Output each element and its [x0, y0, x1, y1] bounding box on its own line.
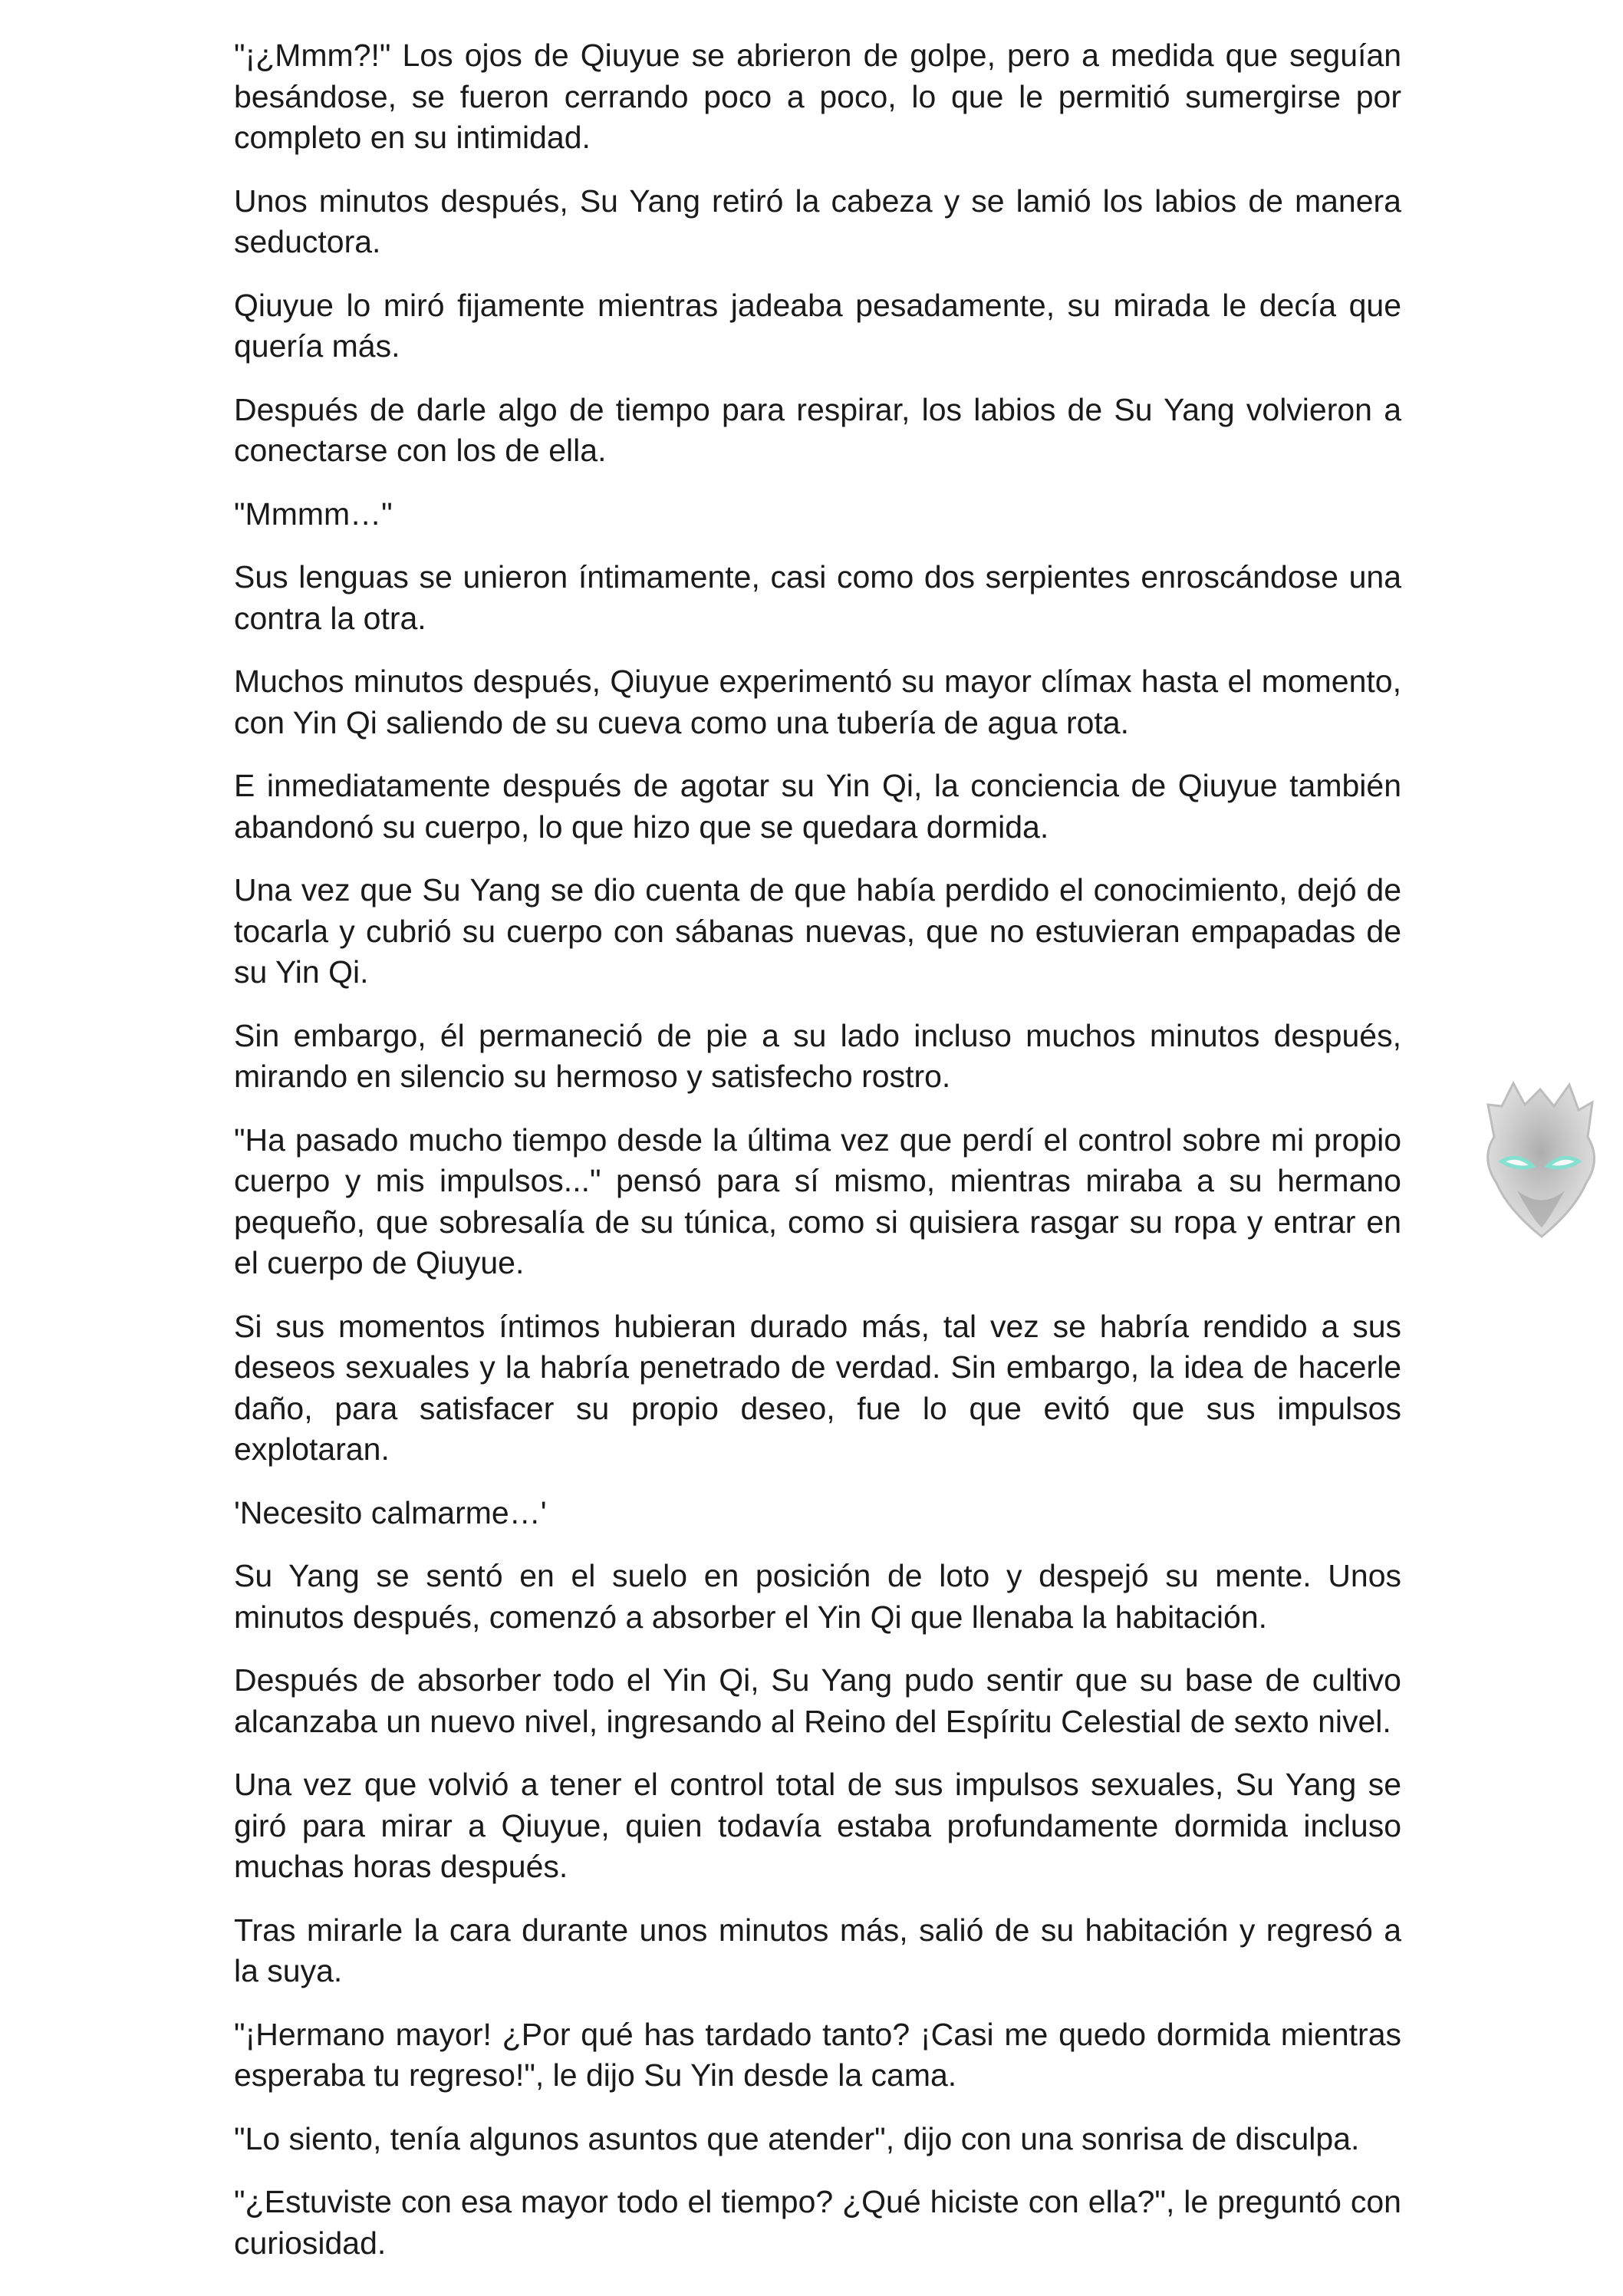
paragraph: Unos minutos después, Su Yang retiró la cabeza y se lamió los labios de manera seductora. — [234, 183, 1401, 259]
paragraph: Una vez que volvió a tener el control total de sus impulsos sexuales, Su Yang se giró para mirar a Qiuyue, quien todavía estaba profundamente dormida incluso muchas horas después. — [234, 1767, 1401, 1884]
paragraph: Su Yang se sentó en el suelo en posición de loto y despejó su mente. Unos minutos después, comenzó a absorber el Yin Qi que llenaba la habitación. — [234, 1558, 1401, 1635]
paragraph: E inmediatamente después de agotar su Yin Qi, la conciencia de Qiuyue también abandonó su cuerpo, lo que hizo que se quedara dormida. — [234, 768, 1401, 845]
paragraph: Tras mirarle la cara durante unos minutos más, salió de su habitación y regresó a la suya. — [234, 1912, 1401, 1988]
paragraph: Si sus momentos íntimos hubieran durado más, tal vez se habría rendido a sus deseos sexuales y la habría penetrado de verdad. Sin embargo, la idea de hacerle daño, para satisfacer su propio deseo, fue lo que evitó que sus impulsos explotaran. — [234, 1308, 1401, 1467]
paragraph: Después de darle algo de tiempo para respirar, los labios de Su Yang volvieron a conectarse con los de ella. — [234, 391, 1401, 468]
paragraph: "¡Hermano mayor! ¿Por qué has tardado tanto? ¡Casi me quedo dormida mientras esperaba tu regreso!", le dijo Su Yin desde la cama. — [234, 2016, 1401, 2093]
paragraph: Sus lenguas se unieron íntimamente, casi como dos serpientes enroscándose una contra la otra. — [234, 559, 1401, 636]
paragraph: "Lo siento, tenía algunos asuntos que atender", dijo con una sonrisa de disculpa. — [234, 2120, 1360, 2156]
paragraph: Después de absorber todo el Yin Qi, Su Yang pudo sentir que su base de cultivo alcanzaba un nuevo nivel, ingresando al Reino del Espíritu Celestial de sexto nivel. — [234, 1662, 1401, 1739]
document-body — [234, 35, 1401, 2286]
paragraph: "¡¿Mmm?!" Los ojos de Qiuyue se abrieron de golpe, pero a medida que seguían besándose, se fueron cerrando poco a poco, lo que le permitió sumergirse por completo en su intimidad. — [234, 38, 1401, 155]
paragraph: 'Necesito calmarme…' — [234, 1494, 547, 1530]
paragraph: "¿Estuviste con esa mayor todo el tiempo? ¿Qué hiciste con ella?", le preguntó con curiosidad. — [234, 2184, 1401, 2261]
demon-head-icon — [1471, 1076, 1609, 1244]
paragraph: "Mmmm…" — [234, 496, 393, 532]
paragraph: Sin embargo, él permaneció de pie a su lado incluso muchos minutos después, mirando en silencio su hermoso y satisfecho rostro. — [234, 1017, 1401, 1094]
paragraph: Muchos minutos después, Qiuyue experimentó su mayor clímax hasta el momento, con Yin Qi saliendo de su cueva como una tubería de agua rota. — [234, 664, 1401, 740]
paragraph: Una vez que Su Yang se dio cuenta de que había perdido el conocimiento, dejó de tocarla y cubrió su cuerpo con sábanas nuevas, que no estuvieran empapadas de su Yin Qi. — [234, 872, 1401, 990]
paragraph: "Ha pasado mucho tiempo desde la última vez que perdí el control sobre mi propio cuerpo y mis impulsos..." pensó para sí mismo, mientras miraba a su hermano pequeño, que sobresalía de su túnica, como si quisiera rasgar su ropa y entrar en el cuerpo de Qiuyue. — [234, 1122, 1401, 1280]
paragraph: Qiuyue lo miró fijamente mientras jadeaba pesadamente, su mirada le decía que quería más. — [234, 287, 1401, 364]
